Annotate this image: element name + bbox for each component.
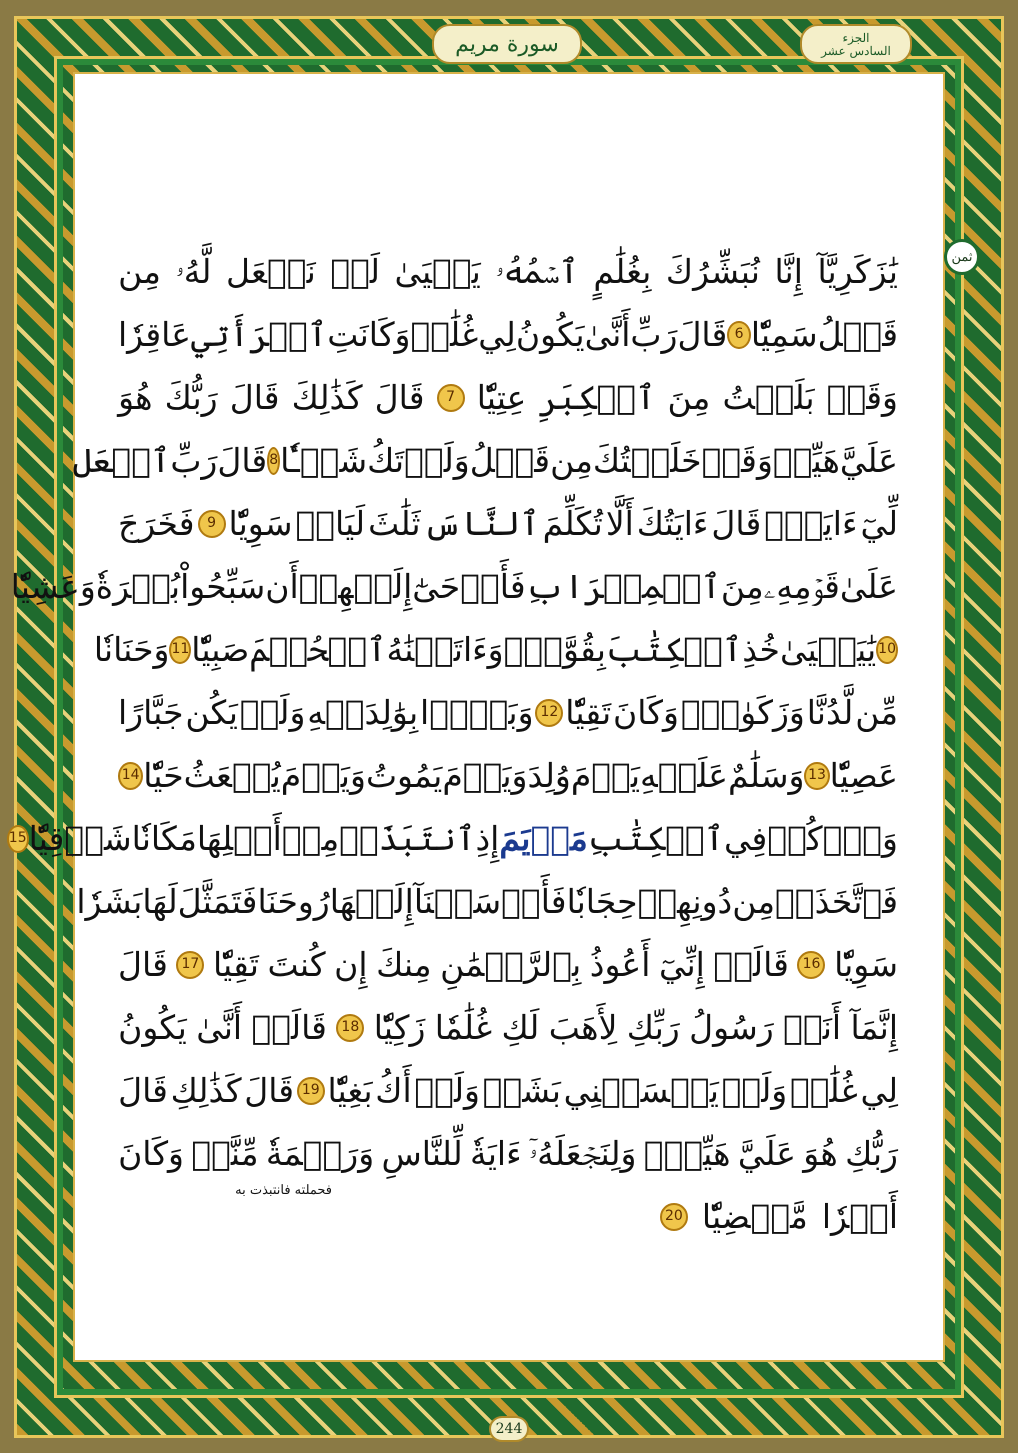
word: عَلَيَّ — [737, 1134, 796, 1173]
word: غُلَٰمٗا — [434, 1008, 493, 1047]
word: أَنَّىٰ — [196, 1008, 243, 1047]
word: لَكِ — [501, 1008, 540, 1047]
word: نَجۡعَل — [226, 252, 316, 291]
word: هُوَ — [803, 1134, 838, 1173]
word: مِن — [732, 882, 775, 921]
word: وَءَاتَيۡنَٰهُ — [386, 630, 504, 669]
word: وَقَدۡ — [701, 441, 773, 480]
word: مِنَ — [667, 378, 711, 417]
word: بَشَرٞ — [482, 1071, 561, 1110]
word: بُكۡرَةٗ — [95, 567, 181, 606]
word: قَالَ — [118, 945, 168, 984]
word: بَلَغۡتُ — [722, 378, 815, 417]
text-line — [118, 492, 898, 555]
word: أَكُ — [375, 1071, 412, 1110]
word: إِذِ — [475, 819, 500, 858]
word: عَلَيَّ — [839, 441, 898, 480]
text-line — [118, 744, 898, 807]
word: لَّهُۥ — [175, 252, 212, 291]
word: قَالَتۡ — [251, 1008, 327, 1047]
word: ٱجۡعَل — [72, 441, 171, 480]
word: غُلَٰمٞ — [410, 315, 479, 354]
word: تُكَلِّمَ — [542, 504, 603, 543]
word: رَبِّكِ — [626, 1008, 680, 1047]
word: يَكُونُ — [118, 1008, 187, 1047]
word: وَسَلَٰمٌ — [727, 756, 805, 795]
text-line — [10, 555, 898, 618]
next-page-cue — [132, 1183, 332, 1198]
word: حِجَابٗا — [566, 882, 638, 921]
word: إِلَيۡهِمۡ — [298, 567, 413, 606]
word: بِقُوَّةٖۖ — [503, 630, 606, 669]
word: يَحۡيَىٰ — [394, 252, 481, 291]
word: يَوۡمَ — [570, 756, 641, 795]
word: ٱلۡكِتَٰبَ — [605, 630, 743, 669]
word: لِي — [478, 315, 516, 354]
ayah-number-marker: 16 — [797, 951, 825, 979]
word: مِن — [118, 252, 161, 291]
juz-number: السادس عشر — [821, 44, 891, 58]
word: إِن — [334, 945, 368, 984]
word: قَالَ — [711, 504, 762, 543]
word: مِنۡ — [281, 819, 340, 858]
word: قَالَ — [374, 378, 425, 417]
ayah-number-marker: 12 — [535, 699, 563, 727]
word: يَٰزَكَرِيَّآ — [817, 252, 898, 291]
word: وَكَانَتِ — [327, 315, 411, 354]
word: أَن — [265, 567, 299, 606]
word: وَبَرَّۢا — [420, 693, 534, 732]
word: وَلَمۡ — [414, 1071, 480, 1110]
text-line — [8, 807, 898, 870]
ayah-number-marker: 14 — [118, 762, 143, 790]
ayah-number-marker: 13 — [804, 762, 829, 790]
word: فَخَرَجَ — [118, 504, 195, 543]
word: قَالَتۡ — [713, 945, 789, 984]
word: لَّدُنَّا — [806, 693, 854, 732]
word: سَبِّحُواْ — [180, 567, 266, 606]
word: سَوِيّٗا — [228, 504, 293, 543]
word: رَبُّكِ — [845, 1134, 898, 1173]
quran-text-block — [8, 240, 898, 1248]
word: غُلَٰمٞ — [789, 1071, 858, 1110]
surah-name: سورة مريم — [455, 31, 559, 57]
word: ٱنتَبَذَتۡ — [339, 819, 476, 858]
word: ٱلۡكِتَٰبِ — [587, 819, 725, 858]
word: فَتَمَثَّلَ — [177, 882, 258, 921]
word: فَأَوۡحَىٰٓ — [412, 567, 526, 606]
word: تَكُ — [367, 441, 405, 480]
word: مَّقۡضِيّٗا — [701, 1197, 808, 1236]
word: إِنَّا — [774, 252, 803, 291]
word: قَالَ — [677, 315, 728, 354]
word: كُنتَ — [267, 945, 326, 984]
word: لِي — [860, 1071, 898, 1110]
word: إِلَيۡهَا — [329, 882, 414, 921]
word: عِتِيّٗا — [476, 378, 527, 417]
word: عَلَىٰ — [839, 567, 898, 606]
ayah-number-marker: 19 — [297, 1077, 325, 1105]
word: شَرۡقِيّٗا — [28, 819, 132, 858]
word: أَمۡرٗا — [821, 1197, 898, 1236]
text-line — [118, 1059, 898, 1122]
word: أَلَّا — [605, 504, 634, 543]
word: بَشَرٗا — [76, 882, 143, 921]
word: ٱلنَّاسَ — [423, 504, 540, 543]
word: شَيۡـٔٗا — [280, 441, 368, 480]
text-line — [118, 366, 898, 429]
text-line — [93, 618, 898, 681]
hizb-quarter-marker — [944, 239, 980, 275]
word: وَٱذۡكُرۡ — [767, 819, 898, 858]
word: هَيِّنٞ — [772, 441, 840, 480]
word: يَمۡسَسۡنِي — [563, 1071, 719, 1110]
word: صَبِيّٗا — [191, 630, 250, 669]
next-page-cue-text: فحملته فانتبذت به — [235, 1183, 332, 1198]
word: وَلِنَجۡعَلَهُۥٓ — [528, 1134, 637, 1173]
word: قَالَ — [217, 441, 268, 480]
text-line — [118, 933, 898, 996]
word: ءَايَةٗۖ — [764, 504, 858, 543]
word: بِٱلرَّحۡمَٰنِ — [440, 945, 582, 984]
word: يَٰيَحۡيَىٰ — [779, 630, 877, 669]
word: أَنَا۠ — [783, 1008, 842, 1047]
word: ثَلَٰثَ — [368, 504, 421, 543]
word: تَقِيّٗا — [565, 693, 612, 732]
word: وَيَوۡمَ — [280, 756, 366, 795]
text-line — [72, 429, 898, 492]
word: جَبَّارًا — [118, 693, 184, 732]
ayah-number-marker: 20 — [660, 1203, 688, 1231]
word: فِي — [724, 819, 768, 858]
word: كَذَٰلِكَ — [291, 378, 363, 417]
text-line — [118, 303, 898, 366]
word: بَغِيّٗا — [327, 1071, 373, 1110]
word: كَذَٰلِكِ — [170, 1071, 242, 1110]
word: فَٱتَّخَذَتۡ — [775, 882, 898, 921]
word: يَكُونُ — [515, 315, 585, 354]
ayah-number-marker: 17 — [176, 951, 204, 979]
word: وَزَكَوٰةٗۖ — [680, 693, 805, 732]
word: تَقِيّٗا — [213, 945, 259, 984]
ayah-number-marker: 7 — [437, 384, 465, 412]
juz-label: الجزء — [842, 31, 870, 45]
word: ٱلۡحُكۡمَ — [249, 630, 387, 669]
hizb-marker-label: ثمن — [951, 249, 973, 265]
word: رُوحَنَا — [257, 882, 330, 921]
word: نُبَشِّرُكَ — [665, 252, 760, 291]
juz-badge — [800, 24, 912, 64]
word: وَكَانَ — [118, 1134, 184, 1173]
word: سَمِيّٗا — [750, 315, 818, 354]
word: يَمُوتُ — [365, 756, 443, 795]
word: مِنَ — [720, 567, 764, 606]
word: لَمۡ — [330, 252, 380, 291]
word: وَيَوۡمَ — [442, 756, 528, 795]
word: بِغُلَٰمٍ — [593, 252, 652, 291]
ayah-number-marker: 8 — [267, 447, 280, 475]
word: قَالَ — [244, 1071, 295, 1110]
word: أَهۡلِهَا — [196, 819, 282, 858]
word: يَكُن — [185, 693, 238, 732]
ayah-number-marker: 11 — [169, 636, 191, 664]
word: سَوِيّٗا — [834, 945, 898, 984]
word: هَيِّنٞۖ — [643, 1134, 731, 1173]
word: وَكَانَ — [613, 693, 679, 732]
word: قَوۡمِهِۦ — [763, 567, 840, 606]
ayah-number-marker: 18 — [336, 1014, 364, 1042]
word: وَعَشِيّٗا — [10, 567, 96, 606]
text-line — [118, 1122, 898, 1185]
word: مِّن — [855, 693, 898, 732]
word: دُونِهِمۡ — [637, 882, 733, 921]
word: لَيَالٖ — [295, 504, 366, 543]
word: وَلَمۡ — [404, 441, 470, 480]
surah-name-badge — [432, 24, 582, 64]
word: عَاقِرٗا — [118, 315, 191, 354]
word: ٱلۡكِبَرِ — [538, 378, 656, 417]
word: وَلَمۡ — [721, 1071, 788, 1110]
word: هُوَ — [118, 378, 153, 417]
word: أَنَّىٰ — [584, 315, 631, 354]
word: بِوَٰلِدَيۡهِ — [307, 693, 419, 732]
word: لِّلنَّاسِ — [381, 1134, 463, 1173]
word: أَعُوذُ — [589, 945, 651, 984]
word: رَبِّ — [170, 441, 218, 480]
word: إِنِّيٓ — [658, 945, 705, 984]
word: لِّيٓ — [860, 504, 898, 543]
word: وَقَدۡ — [826, 378, 898, 417]
word: حَيّٗا — [143, 756, 184, 795]
word: لَهَا — [142, 882, 178, 921]
word: ءَايَتُكَ — [636, 504, 709, 543]
word: قَبۡلُ — [469, 441, 551, 480]
word: قَالَ — [229, 378, 280, 417]
text-line — [76, 870, 898, 933]
word: رَسُولُ — [689, 1008, 774, 1047]
word: مِّنَّاۚ — [191, 1134, 259, 1173]
word: وَحَنَانٗا — [93, 630, 170, 669]
word: قَبۡلُ — [817, 315, 898, 354]
ayah-number-marker: 10 — [876, 636, 898, 664]
word: ٱلۡمِحۡرَابِ — [525, 567, 721, 606]
word: يُبۡعَثُ — [183, 756, 281, 795]
word: رَبُّكَ — [164, 378, 218, 417]
ayah-number-marker: 6 — [727, 321, 751, 349]
text-line — [118, 996, 898, 1059]
word: وَلَمۡ — [239, 693, 306, 732]
highlighted-word: مَرۡيَمَ — [499, 819, 588, 858]
page-number: 244 — [495, 1421, 523, 1437]
word: مِن — [550, 441, 593, 480]
text-line — [118, 240, 898, 303]
page-number-badge — [489, 1416, 529, 1442]
word: مَكَانٗا — [131, 819, 197, 858]
word: مِنكَ — [376, 945, 432, 984]
word: زَكِيّٗا — [373, 1008, 426, 1047]
word: وُلِدَ — [527, 756, 571, 795]
word: عَلَيۡهِ — [640, 756, 728, 795]
word: ءَايَةٗ — [470, 1134, 522, 1173]
word: عَصِيّٗا — [829, 756, 898, 795]
ayah-number-marker: 9 — [198, 510, 226, 538]
ayah-number-marker: 15 — [7, 825, 29, 853]
word: وَرَحۡمَةٗ — [265, 1134, 375, 1173]
word: لِأَهَبَ — [548, 1008, 618, 1047]
word: رَبِّ — [630, 315, 678, 354]
word: فَأَرۡسَلۡنَآ — [413, 882, 567, 921]
word: ٱمۡرَأَتِي — [190, 315, 328, 354]
word: قَالَ — [118, 1071, 168, 1110]
word: إِنَّمَآ — [850, 1008, 898, 1047]
word: ٱسۡمُهُۥ — [495, 252, 579, 291]
word: خَلَقۡتُكَ — [592, 441, 702, 480]
word: خُذِ — [742, 630, 780, 669]
text-line — [118, 681, 898, 744]
